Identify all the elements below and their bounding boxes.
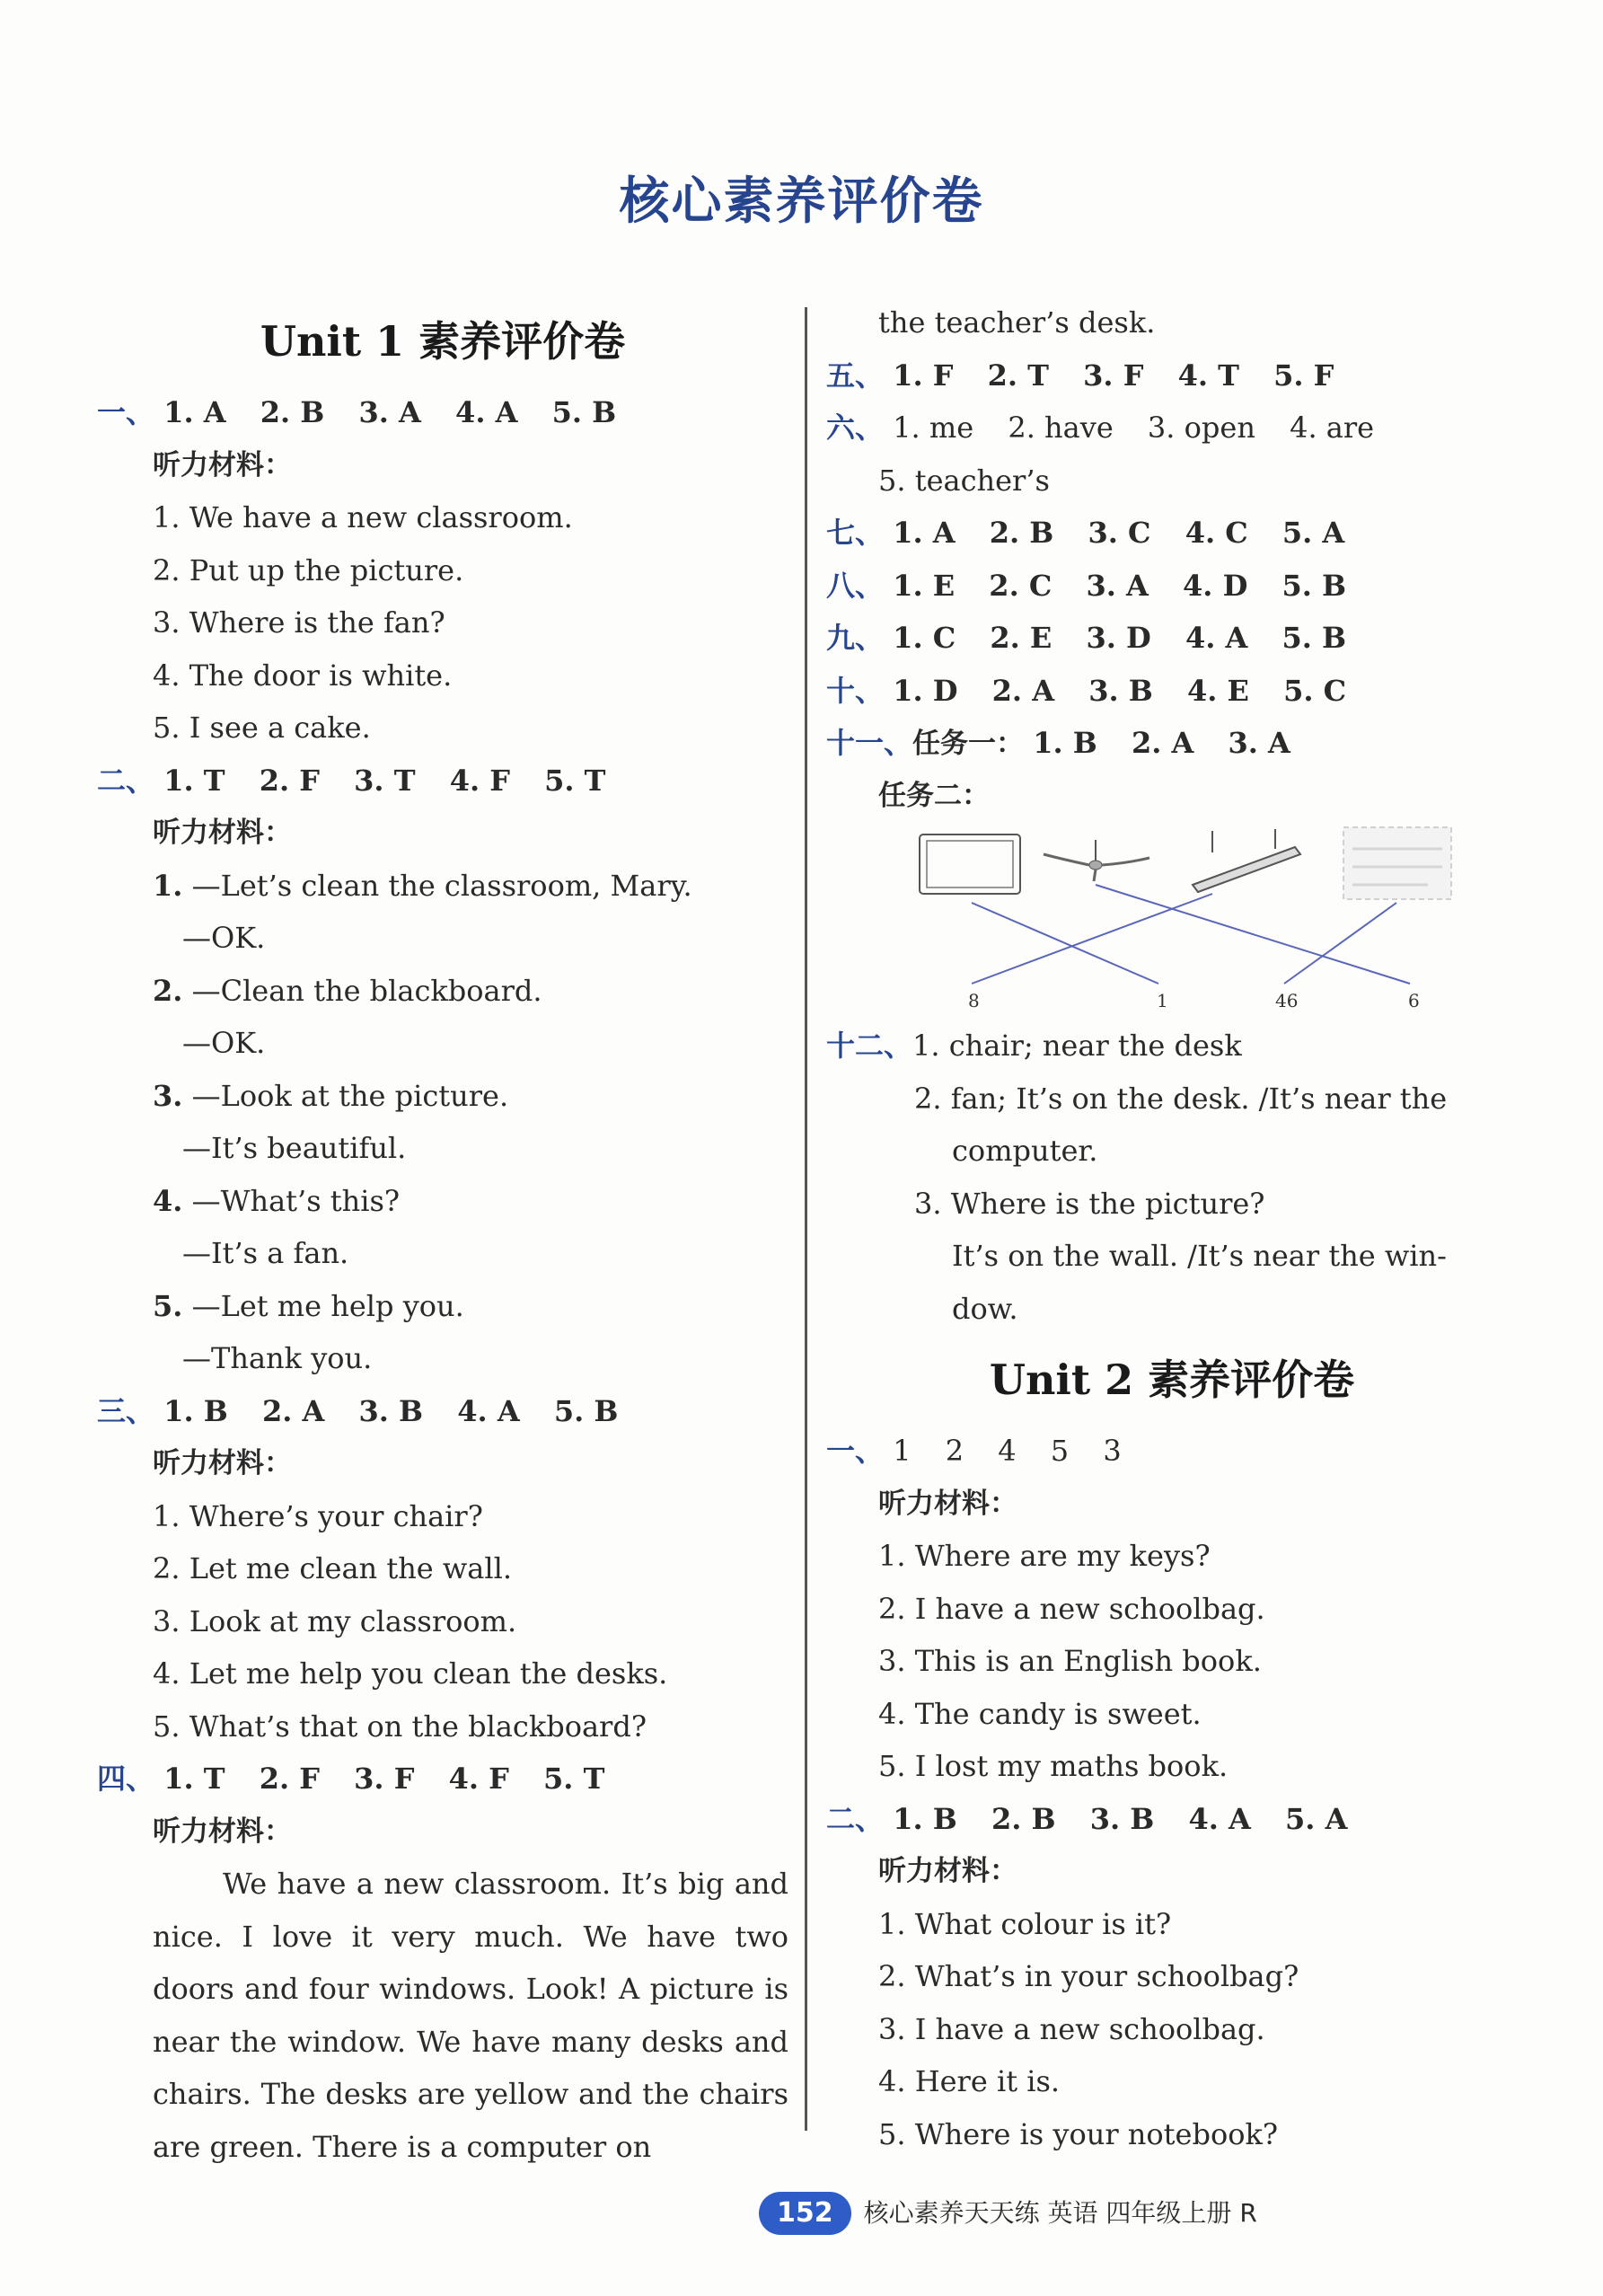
answer: 4. C [1185, 516, 1248, 550]
script-line: 4. Here it is. [878, 2064, 1061, 2098]
answer: 1. T [163, 763, 225, 798]
script-line: 1. Where’s your chair? [153, 1498, 483, 1533]
dialogue-number: 5. [153, 1288, 183, 1323]
section-label: 十二、 [826, 1029, 913, 1063]
script-line: 4. The candy is sweet. [878, 1696, 1202, 1731]
section-label: 六、 [826, 411, 885, 445]
diagram-number: 6 [1408, 990, 1420, 1011]
answer: 5 [1050, 1434, 1070, 1468]
section-label: 二、 [826, 1801, 885, 1836]
script-line: 5. I see a cake. [153, 711, 371, 745]
dialogue-text: —Clean the blackboard. [191, 973, 542, 1008]
section-7-answers [826, 507, 1518, 560]
listening-label: 听力材料： [878, 1487, 1017, 1520]
matching-diagram [907, 822, 1536, 1020]
matching-diagram-svg [907, 822, 1536, 1020]
answer: 1. B [163, 1393, 228, 1428]
left-column [97, 296, 788, 2173]
section-11-answers [826, 717, 1518, 770]
answer: 2. fan; It’s on the desk. /It’s near the [914, 1081, 1448, 1116]
u2-section-1-answers [826, 1425, 1518, 1478]
listening-label: 听力材料： [153, 1815, 292, 1848]
continuation-line: the teacher’s desk. [878, 305, 1156, 340]
dialogue-line [97, 1280, 788, 1333]
listening-label: 听力材料： [153, 817, 292, 849]
blackboard-icon [920, 835, 1020, 894]
diagram-number: 46 [1275, 990, 1299, 1011]
section-8-answers [826, 560, 1518, 613]
answer: 1. B [893, 1801, 957, 1836]
answer: 2. T [987, 358, 1049, 393]
section-label: 七、 [826, 516, 885, 550]
section-label: 八、 [826, 568, 885, 603]
answer: 2. C [989, 568, 1053, 603]
answer: 5. C [1283, 673, 1347, 708]
faded-picture-icon [1343, 827, 1451, 899]
answer: 4. F [448, 1762, 509, 1796]
answer: dow. [952, 1291, 1018, 1326]
fan-icon [1044, 840, 1149, 881]
section-label: 一、 [826, 1434, 885, 1468]
match-line [972, 894, 1212, 984]
section-12-answer-1 [826, 1020, 1518, 1073]
dialogue-line [97, 965, 788, 1018]
answer: 1. B [1033, 726, 1097, 760]
match-line [1284, 903, 1396, 984]
answer: 1. A [893, 516, 956, 550]
dialogue-text: —Let me help you. [191, 1288, 464, 1323]
script-line: 1. Where are my keys? [878, 1539, 1211, 1573]
match-line [1096, 885, 1410, 984]
answer: 2. B [260, 395, 325, 429]
answer: 1. C [893, 621, 956, 655]
answer: 1. me [893, 411, 974, 445]
answer: 2 [945, 1434, 964, 1468]
dialogue-number: 4. [153, 1183, 183, 1218]
dialogue-reply: —OK. [182, 921, 266, 955]
answer: 2. F [259, 763, 320, 798]
answer: 2. have [1008, 411, 1114, 445]
answer: 1. chair; near the desk [912, 1029, 1242, 1063]
script-line: 3. This is an English book. [878, 1644, 1262, 1678]
script-line: 1. What colour is it? [878, 1906, 1172, 1941]
answer: 2. B [991, 1801, 1056, 1836]
listening-passage: We have a new classroom. It’s big and nice. I love it very much. We have two doors and four windows. Look! A picture is near the window. We have many desks and chairs. The desks are yellow and the chairs are green. There is a computer on [153, 1867, 788, 2164]
answer: 3. B [1089, 1801, 1155, 1836]
answer: 5. teacher’s [878, 463, 1050, 498]
answer: 2. A [1131, 726, 1194, 760]
dialogue-line [97, 1070, 788, 1123]
footer-text: 核心素养天天练 英语 四年级上册 R [863, 2198, 1257, 2228]
section-3-answers [97, 1385, 788, 1438]
section-label: 十一、 [826, 726, 913, 760]
dialogue-text: —What’s this? [191, 1183, 401, 1218]
dialogue-reply: —It’s beautiful. [182, 1131, 407, 1165]
section-1-answers [97, 386, 788, 439]
answer: 4. E [1186, 673, 1249, 708]
answer: 5. B [1282, 621, 1347, 655]
listening-label: 听力材料： [878, 1855, 1017, 1887]
answer: 4. A [1188, 1801, 1251, 1836]
script-line: 5. What’s that on the blackboard? [153, 1709, 647, 1744]
answer: 3. A [358, 395, 421, 429]
answer: 1. D [893, 673, 958, 708]
answer: 4. A [455, 395, 518, 429]
match-line [972, 903, 1158, 984]
answer: 3. B [1088, 673, 1153, 708]
unit2-heading: Unit 2 素养评价卷 [989, 1356, 1355, 1404]
answer: 3. B [358, 1393, 424, 1428]
script-line: 5. I lost my maths book. [878, 1749, 1229, 1783]
answer: 3. F [1083, 358, 1144, 393]
answer: 1. E [893, 568, 956, 603]
section-label: 三、 [97, 1393, 155, 1428]
page-title: 核心素养评价卷 [619, 172, 984, 231]
light-icon [1193, 829, 1300, 892]
script-line: 2. I have a new schoolbag. [878, 1591, 1265, 1626]
diagram-number: 1 [1157, 990, 1168, 1011]
page-footer [759, 2192, 1257, 2235]
dialogue-number: 1. [153, 868, 183, 903]
answer: 5. B [551, 395, 617, 429]
script-line: 3. Where is the fan? [153, 605, 445, 640]
column-divider [805, 307, 807, 2131]
script-line: 3. Look at my classroom. [153, 1603, 517, 1638]
answer: 2. B [989, 516, 1054, 550]
section-2-answers [97, 755, 788, 808]
answer: 5. B [1282, 568, 1347, 603]
dialogue-text: —Look at the picture. [191, 1078, 509, 1113]
dialogue-number: 2. [153, 973, 183, 1008]
right-column [826, 296, 1518, 2160]
answer: 1. A [163, 395, 226, 429]
task1-label: 任务一： [912, 728, 1025, 760]
answer: 2. F [259, 1762, 320, 1796]
answer: 5. T [544, 763, 606, 798]
answer: 4. A [457, 1393, 520, 1428]
script-line: 1. We have a new classroom. [153, 500, 573, 534]
section-10-answers [826, 665, 1518, 718]
script-line: 2. What’s in your schoolbag? [878, 1959, 1299, 1993]
answer: 4. are [1290, 411, 1375, 445]
dialogue-reply: —It’s a fan. [182, 1236, 349, 1270]
answer: 3. open [1147, 411, 1255, 445]
script-line: 3. I have a new schoolbag. [878, 2011, 1265, 2046]
dialogue-number: 3. [153, 1078, 183, 1113]
page-number: 152 [759, 2192, 851, 2235]
answer: 3 [1103, 1434, 1122, 1468]
task2-label: 任务二： [878, 779, 990, 812]
u2-section-2-answers [826, 1793, 1518, 1846]
section-label: 二、 [97, 763, 155, 798]
answer: 1. F [893, 358, 954, 393]
section-label: 九、 [826, 621, 885, 655]
answer: 2. A [261, 1393, 325, 1428]
answer: 4. T [1177, 358, 1239, 393]
answer: 5. B [553, 1393, 619, 1428]
answer: 4. A [1185, 621, 1248, 655]
diagram-number: 8 [968, 990, 980, 1011]
answer: 4 [998, 1434, 1017, 1468]
dialogue-line [97, 1175, 788, 1228]
section-label: 四、 [97, 1762, 155, 1796]
dialogue-reply: —Thank you. [182, 1341, 373, 1375]
section-4-answers [97, 1753, 788, 1806]
dialogue-text: —Let’s clean the classroom, Mary. [191, 868, 692, 903]
script-line: 2. Put up the picture. [153, 552, 464, 587]
section-6-answers [826, 402, 1518, 455]
answer: 4. F [449, 763, 510, 798]
script-line: 2. Let me clean the wall. [153, 1551, 513, 1585]
dialogue-line [97, 860, 788, 913]
section-5-answers [826, 349, 1518, 402]
script-line: 5. Where is your notebook? [878, 2116, 1279, 2151]
answer: 3. A [1228, 726, 1290, 760]
script-line: 4. The door is white. [153, 658, 453, 693]
listening-label: 听力材料： [153, 448, 292, 481]
answer: 5. A [1285, 1801, 1348, 1836]
answer: 5. F [1273, 358, 1334, 393]
section-9-answers [826, 612, 1518, 665]
answer: 3. T [354, 763, 416, 798]
answer: 2. A [991, 673, 1055, 708]
listening-label: 听力材料： [153, 1447, 292, 1479]
answer: 1. T [163, 1762, 225, 1796]
answer: 4. D [1183, 568, 1248, 603]
answer: 2. E [990, 621, 1053, 655]
answer: It’s on the wall. /It’s near the win- [952, 1239, 1447, 1273]
answer: 5. T [543, 1762, 605, 1796]
answer: 3. F [354, 1762, 415, 1796]
answer: 1 [893, 1434, 912, 1468]
script-line: 4. Let me help you clean the desks. [153, 1656, 668, 1691]
section-label: 十、 [826, 673, 885, 708]
answer: 5. A [1282, 516, 1345, 550]
unit1-heading: Unit 1 素养评价卷 [260, 317, 626, 366]
answer: 3. A [1086, 568, 1149, 603]
answer: 3. D [1086, 621, 1151, 655]
answer: computer. [952, 1134, 1098, 1168]
answer: 3. Where is the picture? [914, 1186, 1265, 1221]
dialogue-reply: —OK. [182, 1026, 266, 1060]
section-label: 一、 [97, 395, 155, 429]
answer: 3. C [1088, 516, 1151, 550]
section-label: 五、 [826, 358, 885, 393]
